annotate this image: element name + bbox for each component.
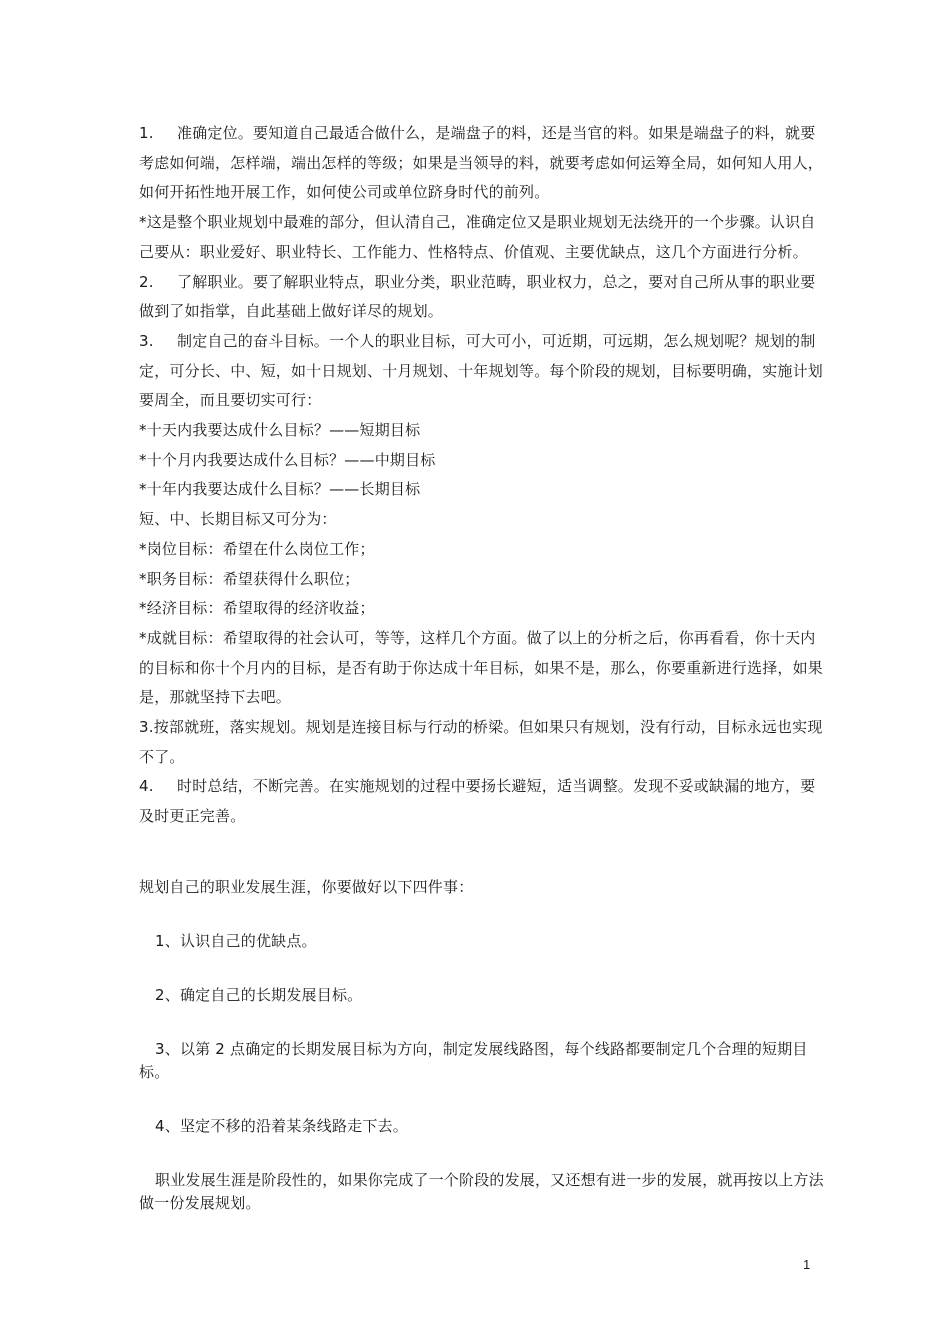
paragraph-set-goals <box>139 327 829 416</box>
document-body <box>139 119 829 1246</box>
four-things-item-3: 3、以第 2 点确定的长期发展目标为方向，制定发展线路图，每个线路都要制定几个合理的短期目标。 <box>139 1039 808 1081</box>
closing-paragraph: 职业发展生涯是阶段性的，如果你完成了一个阶段的发展，又还想有进一步的发展，就再按以上方法做一份发展规划。 <box>139 1170 824 1212</box>
four-things-intro: 规划自己的职业发展生涯，你要做好以下四件事： <box>139 877 474 896</box>
goal-title: *职务目标：希望获得什么职位； <box>139 569 360 588</box>
goal-short-term: *十天内我要达成什么目标？——短期目标 <box>139 421 421 440</box>
item-number: 3. <box>139 331 154 350</box>
paragraph-review-improve <box>139 772 829 831</box>
paragraph-self-knowledge: *这是整个职业规划中最难的部分，但认清自己，准确定位又是职业规划无法绕开的一个步骤。认识自己要从：职业爱好、职业特长、工作能力、性格特点、价值观、主要优缺点，这几个方面进行分析。 <box>139 213 816 261</box>
item-number: 1. <box>139 124 154 142</box>
item-text: 制定自己的奋斗目标。一个人的职业目标，可大可小，可近期，可远期，怎么规划呢？规划的制定，可分长、中、短，如十日规划、十月规划、十年规划等。每个阶段的规划，目标要明确，实施计划要周全，而且要切实可行： <box>139 331 824 410</box>
goal-economic: *经济目标：希望取得的经济收益； <box>139 599 375 618</box>
item-number: 4. <box>139 777 154 796</box>
four-things-section <box>139 876 829 1215</box>
item-text: 了解职业。要了解职业特点，职业分类，职业范畴，职业权力，总之，要对自己所从事的职业要做到了如指掌，自此基础上做好详尽的规划。 <box>139 272 816 321</box>
item-text: 准确定位。要知道自己最适合做什么，是端盘子的料，还是当官的料。如果是端盘子的料，就要考虑如何端，怎样端，端出怎样的等级；如果是当领导的料，就要考虑如何运筹全局，如何知人用人，如何开拓性地开展工作，如何使公司或单位跻身时代的前列。 <box>139 124 824 202</box>
goal-position: *岗位目标：希望在什么岗位工作； <box>139 539 375 558</box>
paragraph-positioning <box>139 119 829 208</box>
goal-long-term: *十年内我要达成什么目标？——长期目标 <box>139 480 421 499</box>
goal-categories-intro: 短、中、长期目标又可分为： <box>139 510 337 529</box>
item-number: 2. <box>139 272 154 291</box>
four-things-item-1: 1、认识自己的优缺点。 <box>155 931 317 950</box>
goal-mid-term: *十个月内我要达成什么目标？——中期目标 <box>139 450 436 469</box>
paragraph-understand-career <box>139 268 829 327</box>
item-text: 时时总结，不断完善。在实施规划的过程中要扬长避短，适当调整。发现不妥或缺漏的地方，要及时更正完善。 <box>139 777 816 826</box>
four-things-item-2: 2、确定自己的长期发展目标。 <box>155 985 363 1004</box>
career-planning-steps <box>139 119 829 832</box>
four-things-item-4: 4、坚定不移的沿着某条线路走下去。 <box>155 1116 408 1135</box>
goal-achievement: *成就目标：希望取得的社会认可，等等，这样几个方面。做了以上的分析之后，你再看看，你十天内的目标和你十个月内的目标，是否有助于你达成十年目标，如果不是，那么，你要重新进行选择，如果是，那就坚持下去吧。 <box>139 628 824 707</box>
page-number: 1 <box>803 1257 811 1272</box>
paragraph-implement-plan: 3.按部就班，落实规划。规划是连接目标与行动的桥梁。但如果只有规划，没有行动，目标永远也实现不了。 <box>139 718 823 766</box>
